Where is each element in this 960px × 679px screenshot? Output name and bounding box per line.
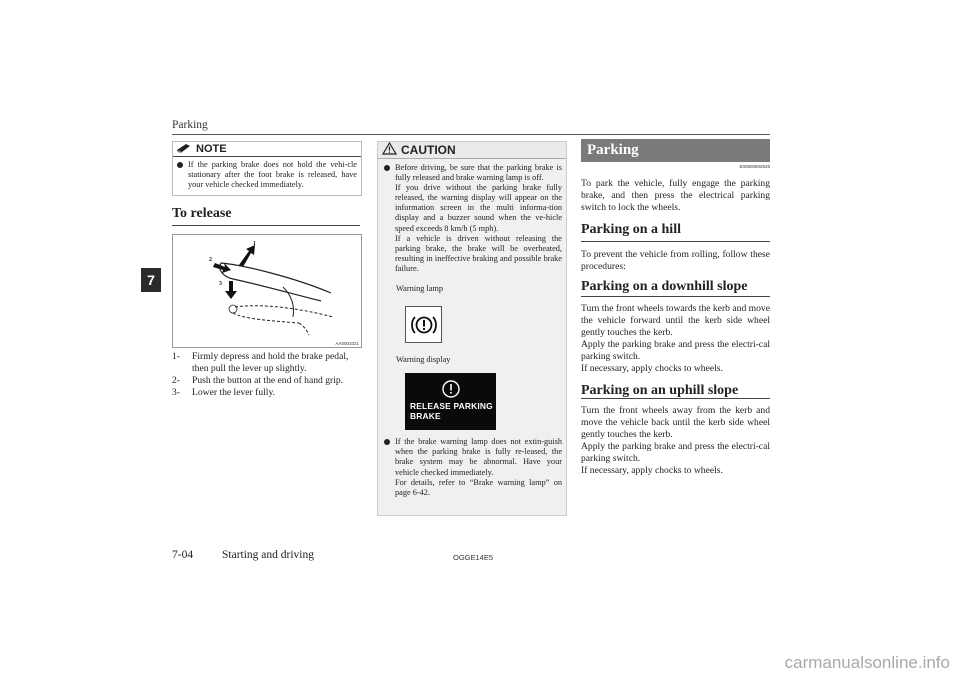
section-code: E00600602645: [739, 164, 770, 169]
release-parking-brake-display: [405, 373, 496, 430]
note-pencil-icon: [176, 143, 192, 156]
step-text: Lower the lever fully.: [192, 387, 276, 399]
heading-rule: [581, 398, 770, 399]
page-number: 7-04: [172, 549, 194, 561]
step-number: 3-: [172, 387, 180, 399]
downhill-paragraph-1: Turn the front wheels towards the kerb and move the vehicle forward until the kerb side wheel gently touches the kerb.: [581, 303, 770, 338]
figure-id: AA0001021: [335, 341, 359, 346]
warning-lamp-label: Warning lamp: [396, 284, 444, 294]
hill-heading: Parking on a hill: [581, 222, 681, 237]
step-text: Firmly depress and hold the brake pedal, then pull the lever up slightly.: [192, 351, 349, 375]
callout-2: 2: [209, 257, 212, 263]
bullet-icon: [384, 439, 390, 445]
warning-triangle-icon: [382, 142, 397, 158]
parking-intro: To park the vehicle, fully engage the parking brake, and then press the electrical parking switch to lock the wheels.: [581, 178, 770, 213]
display-text-line-1: RELEASE PARKING: [410, 401, 493, 412]
watermark: carmanualsonline.info: [784, 653, 950, 672]
parking-heading: Parking: [581, 139, 770, 162]
downhill-text: [581, 303, 770, 375]
header-rule: [172, 134, 770, 135]
caution-title: CAUTION: [401, 143, 456, 157]
caution-header: [378, 142, 566, 159]
bullet-icon: [384, 165, 390, 171]
downhill-paragraph-2: Apply the parking brake and press the electri-cal parking switch.: [581, 339, 770, 362]
running-header: Parking: [172, 119, 208, 131]
bullet-icon: [177, 162, 183, 168]
caution-bullet-1-more2: If a vehicle is driven without releasing the parking brake, the brake will be overheated, resulting in ineffective braking and possible brake failure.: [395, 233, 562, 273]
caution-box: [377, 141, 567, 516]
note-title: NOTE: [196, 143, 227, 155]
caution-bullet-2: If the brake warning lamp does not extin-guish when the parking brake is fully re-leased, the brake system may be abnormal. Have your vehicle checked immediately.: [395, 437, 562, 477]
heading-rule: [172, 225, 360, 226]
display-text-line-2: BRAKE: [410, 410, 441, 421]
warning-display-label: Warning display: [396, 355, 451, 365]
callout-1: 1: [253, 241, 256, 247]
uphill-text: [581, 405, 770, 477]
release-steps: [172, 351, 362, 399]
note-text: If the parking brake does not hold the vehi-cle stationary after the foot brake is released, have your vehicle checked immediately.: [188, 160, 357, 190]
hand-brake-figure: [172, 234, 362, 348]
downhill-heading: Parking on a downhill slope: [581, 279, 748, 294]
note-header: [173, 142, 361, 157]
uphill-paragraph-3: If necessary, apply chocks to wheels.: [581, 465, 723, 476]
step-number: 2-: [172, 375, 180, 387]
callout-3: 3: [219, 281, 222, 287]
note-box: [172, 141, 362, 196]
step-number: 1-: [172, 351, 180, 362]
uphill-heading: Parking on an uphill slope: [581, 383, 739, 398]
step-item: [172, 351, 362, 375]
heading-rule: [581, 296, 770, 297]
heading-rule: [581, 241, 770, 242]
step-item: [172, 387, 362, 399]
chapter-tab: 7: [141, 268, 161, 292]
footer-section: Starting and driving: [222, 549, 314, 561]
display-warning-icon: [441, 379, 461, 402]
downhill-paragraph-3: If necessary, apply chocks to wheels.: [581, 363, 723, 374]
uphill-paragraph-1: Turn the front wheels away from the kerb and move the vehicle back until the kerb side wheel gently touches the kerb.: [581, 405, 770, 440]
caution-bullet-1: Before driving, be sure that the parking brake is fully released and brake warning lamp is off.: [395, 163, 562, 183]
caution-bullet-2-more: For details, refer to “Brake warning lamp” on page 6-42.: [395, 477, 562, 497]
brake-warning-lamp-icon: [405, 306, 442, 343]
step-text: Push the button at the end of hand grip.: [192, 375, 344, 387]
to-release-heading: To release: [172, 206, 232, 221]
caution-bullet-1-more: If you drive without the parking brake fully released, the warning display will appear on the information screen in the multi informa-tion display and a buzzer sound when the ve-hicle speed exceeds 8 km/h (5 mph).: [395, 183, 562, 233]
uphill-paragraph-2: Apply the parking brake and press the electri-cal parking switch.: [581, 441, 770, 464]
footer-code: OGGE14E5: [453, 553, 494, 562]
step-item: [172, 375, 362, 387]
display-text: [410, 402, 493, 421]
hill-text: To prevent the vehicle from rolling, follow these procedures:: [581, 249, 770, 272]
